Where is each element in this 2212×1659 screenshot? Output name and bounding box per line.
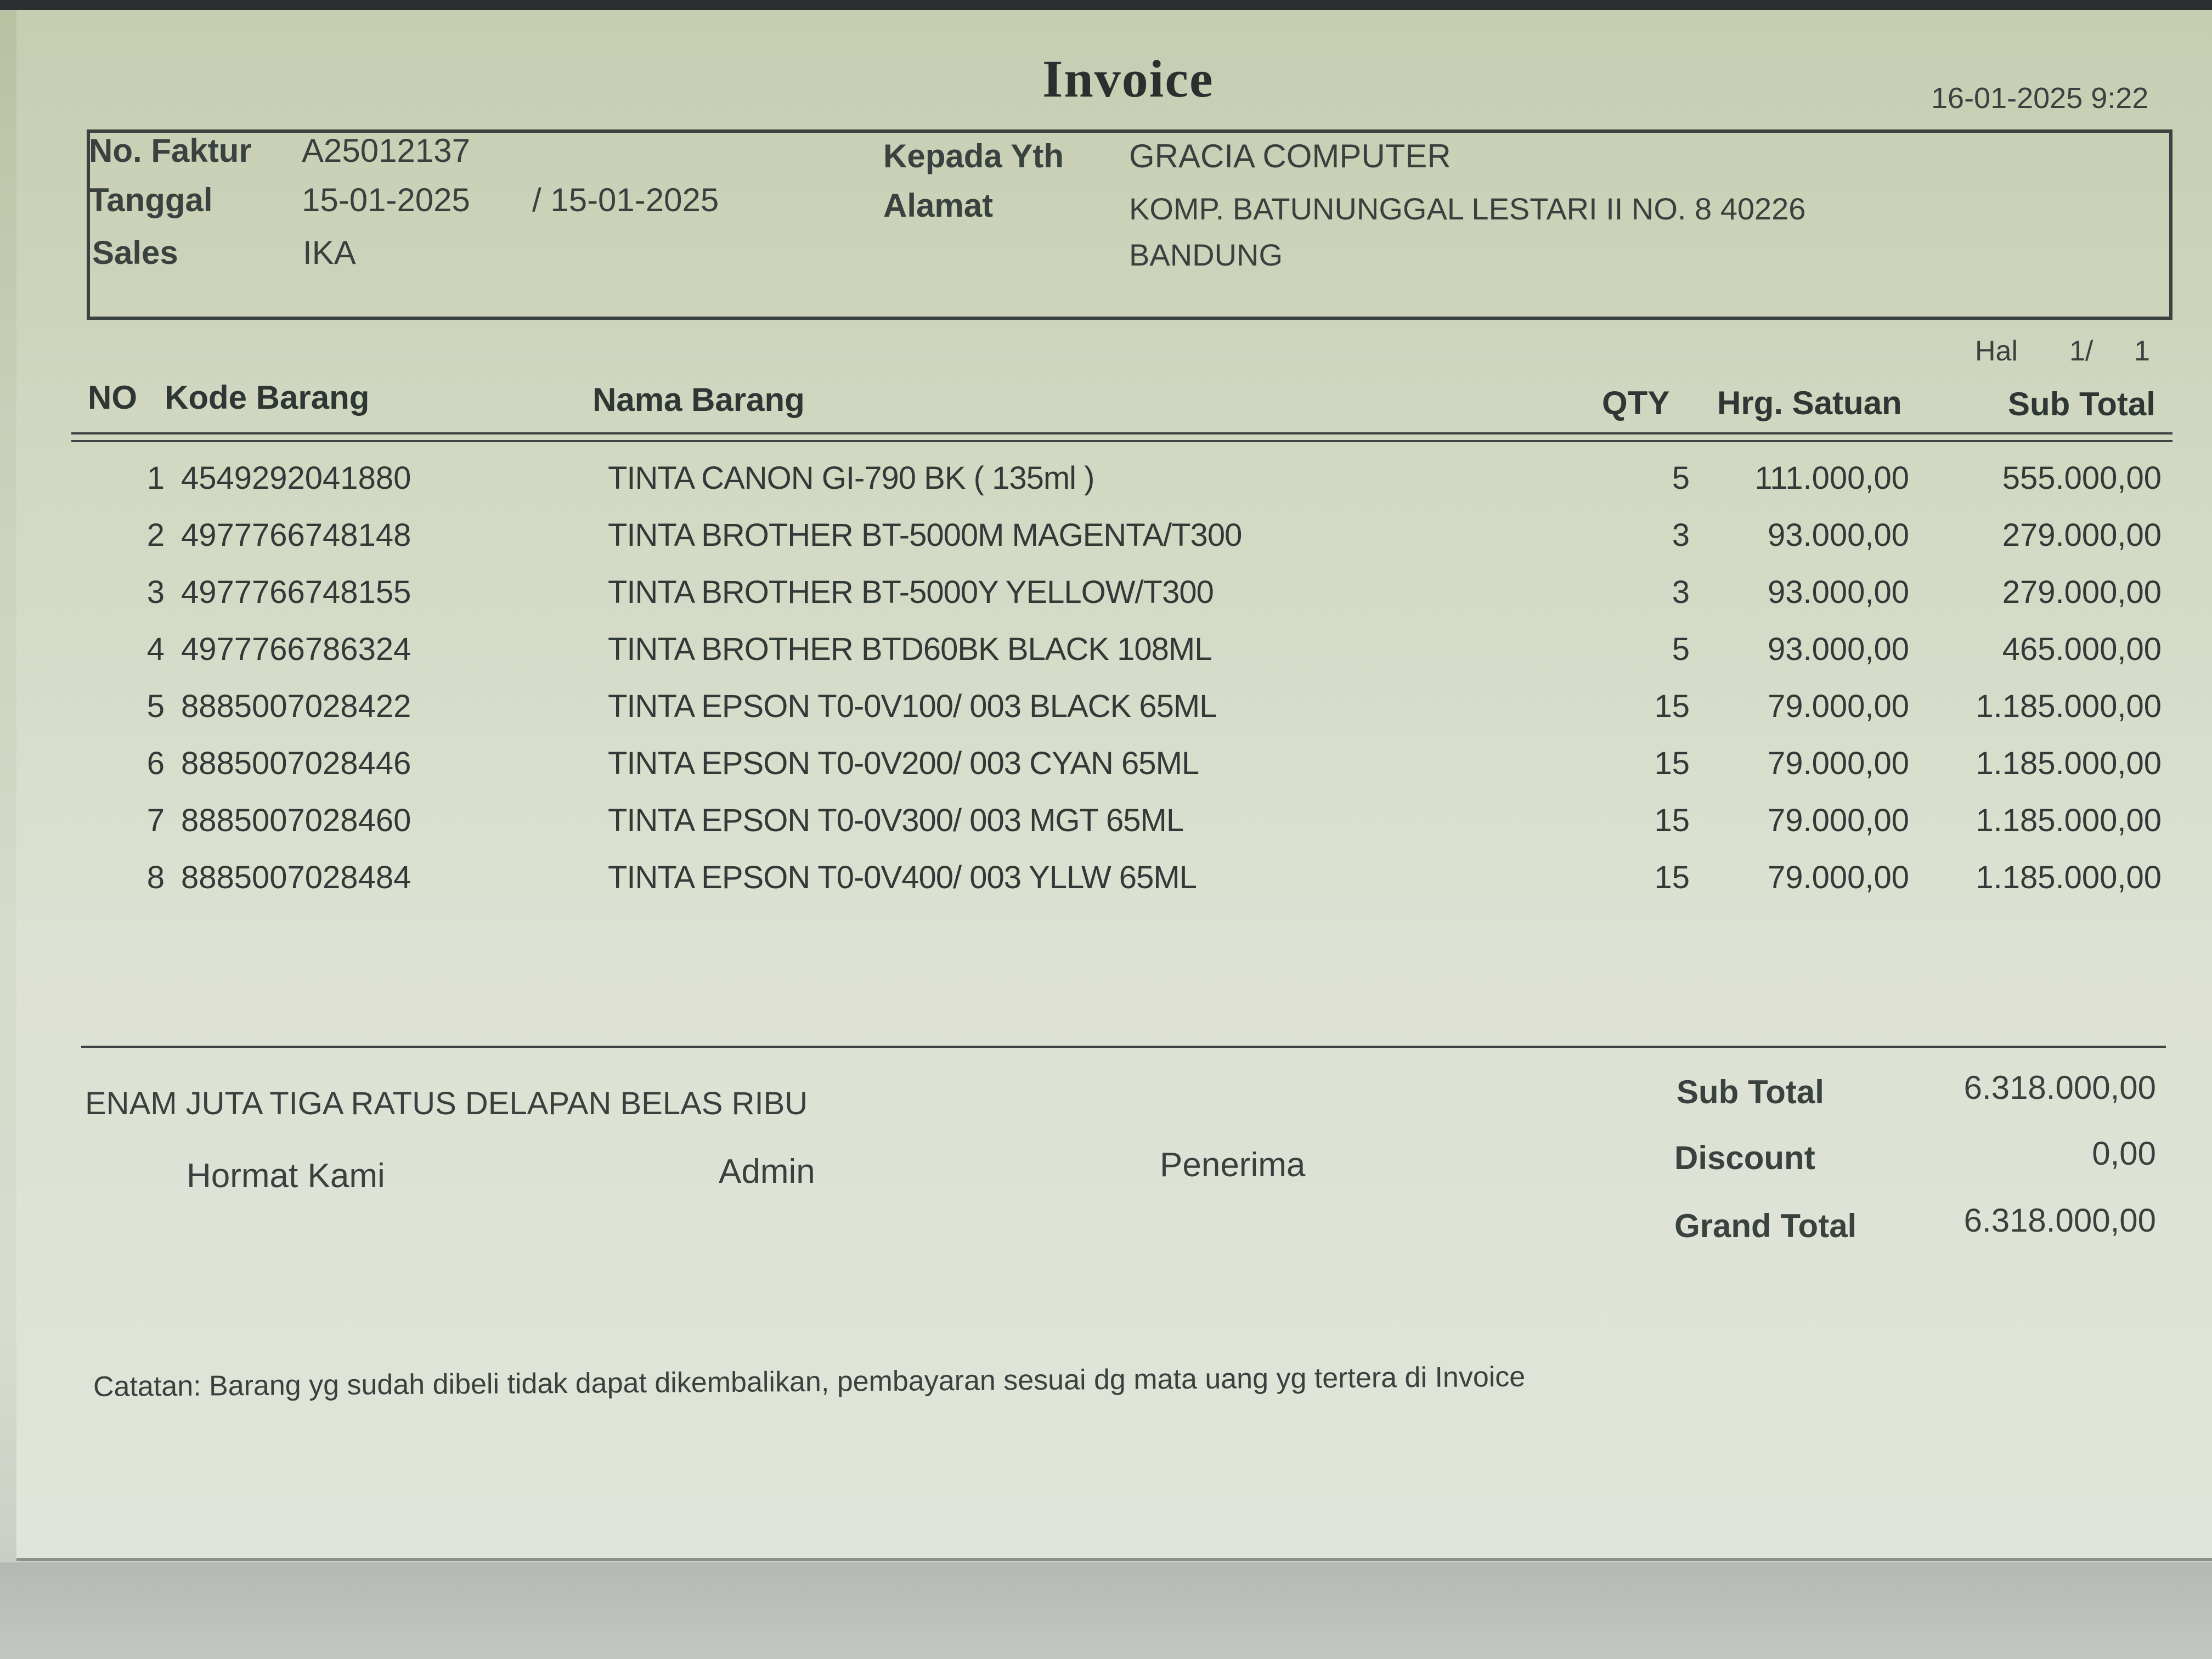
cell-nama: TINTA EPSON T0-0V300/ 003 MGT 65ML bbox=[608, 803, 1184, 838]
kepada-label: Kepada Yth bbox=[883, 138, 1064, 174]
cell-nama: TINTA BROTHER BT-5000Y YELLOW/T300 bbox=[608, 574, 1214, 610]
cell-qty: 5 bbox=[1672, 631, 1690, 667]
page-total: 1 bbox=[2134, 335, 2150, 367]
cell-no: 7 bbox=[146, 803, 165, 838]
catatan-note: Catatan: Barang yg sudah dibeli tidak dapat dikembalikan, pembayaran sesuai dg mata uang yg tertera di Invoice bbox=[93, 1361, 1526, 1403]
tanggal-from: 15-01-2025 bbox=[302, 182, 470, 218]
cell-harga: 79.000,00 bbox=[1767, 746, 1909, 781]
bottom-bar bbox=[0, 1562, 2212, 1659]
cell-harga: 93.000,00 bbox=[1767, 631, 1909, 667]
header-rule-bottom bbox=[71, 440, 2172, 442]
cell-qty: 3 bbox=[1672, 517, 1690, 553]
alamat-line1: KOMP. BATUNUNGGAL LESTARI II NO. 8 40226 bbox=[1129, 191, 1806, 226]
cell-nama: TINTA EPSON T0-0V100/ 003 BLACK 65ML bbox=[608, 689, 1217, 724]
cell-no: 4 bbox=[146, 631, 165, 667]
footer-rule bbox=[81, 1046, 2166, 1048]
no-faktur-label: No. Faktur bbox=[89, 132, 252, 169]
cell-harga: 93.000,00 bbox=[1767, 574, 1909, 610]
cell-nama: TINTA CANON GI-790 BK ( 135ml ) bbox=[608, 460, 1094, 496]
alamat-label: Alamat bbox=[883, 187, 994, 224]
cell-qty: 15 bbox=[1654, 746, 1690, 781]
cell-nama: TINTA BROTHER BT-5000M MAGENTA/T300 bbox=[608, 517, 1242, 553]
col-nama: Nama Barang bbox=[592, 381, 805, 418]
amount-in-words: ENAM JUTA TIGA RATUS DELAPAN BELAS RIBU bbox=[85, 1086, 808, 1121]
cell-subtotal: 1.185.000,00 bbox=[1976, 860, 2162, 895]
cell-kode: 8885007028446 bbox=[181, 746, 411, 781]
col-kode: Kode Barang bbox=[165, 379, 370, 416]
penerima-label: Penerima bbox=[1160, 1146, 1306, 1184]
cell-no: 3 bbox=[146, 574, 165, 610]
tanggal-to: / 15-01-2025 bbox=[532, 182, 719, 218]
no-faktur-value: A25012137 bbox=[302, 132, 470, 169]
cell-subtotal: 279.000,00 bbox=[2002, 517, 2162, 553]
cell-kode: 8885007028460 bbox=[181, 803, 411, 838]
col-no: NO bbox=[88, 379, 137, 416]
cell-harga: 111.000,00 bbox=[1754, 460, 1909, 496]
screen bbox=[0, 10, 2212, 1659]
cell-nama: TINTA BROTHER BTD60BK BLACK 108ML bbox=[608, 631, 1212, 667]
cell-kode: 8885007028484 bbox=[181, 860, 411, 895]
col-harga: Hrg. Satuan bbox=[1717, 385, 1902, 421]
cell-qty: 15 bbox=[1654, 860, 1690, 895]
grand-total-value: 6.318.000,00 bbox=[1963, 1202, 2156, 1239]
hormat-kami-label: Hormat Kami bbox=[187, 1157, 385, 1195]
cell-subtotal: 465.000,00 bbox=[2002, 631, 2162, 667]
grand-total-label: Grand Total bbox=[1674, 1207, 1857, 1244]
invoice-document bbox=[16, 10, 2212, 1561]
cell-kode: 4549292041880 bbox=[181, 460, 411, 496]
cell-harga: 79.000,00 bbox=[1767, 860, 1909, 895]
page-label: Hal bbox=[1975, 335, 2018, 367]
discount-label: Discount bbox=[1674, 1139, 1815, 1176]
cell-qty: 5 bbox=[1672, 460, 1690, 496]
cell-subtotal: 279.000,00 bbox=[2002, 574, 2162, 610]
invoice-title: Invoice bbox=[1042, 49, 1214, 108]
col-subtotal: Sub Total bbox=[2008, 386, 2155, 422]
sales-label: Sales bbox=[92, 234, 178, 271]
cell-qty: 15 bbox=[1654, 689, 1690, 724]
tanggal-label: Tanggal bbox=[89, 182, 213, 218]
sub-total-value: 6.318.000,00 bbox=[1963, 1069, 2156, 1106]
cell-harga: 93.000,00 bbox=[1767, 517, 1909, 553]
discount-value: 0,00 bbox=[2092, 1135, 2156, 1172]
cell-kode: 4977766748155 bbox=[181, 574, 411, 610]
cell-qty: 15 bbox=[1654, 803, 1690, 838]
cell-qty: 3 bbox=[1672, 574, 1690, 610]
cell-kode: 8885007028422 bbox=[181, 689, 411, 724]
cell-harga: 79.000,00 bbox=[1767, 689, 1909, 724]
cell-subtotal: 1.185.000,00 bbox=[1976, 689, 2162, 724]
col-qty: QTY bbox=[1602, 385, 1670, 421]
cell-no: 2 bbox=[146, 517, 165, 553]
printed-timestamp: 16-01-2025 9:22 bbox=[1931, 82, 2149, 115]
header-rule-top bbox=[71, 432, 2172, 435]
cell-kode: 4977766786324 bbox=[181, 631, 411, 667]
cell-no: 5 bbox=[146, 689, 165, 724]
sub-total-label: Sub Total bbox=[1677, 1074, 1824, 1110]
kepada-value: GRACIA COMPUTER bbox=[1129, 138, 1451, 174]
cell-no: 1 bbox=[146, 460, 165, 496]
cell-kode: 4977766748148 bbox=[181, 517, 411, 553]
cell-subtotal: 555.000,00 bbox=[2002, 460, 2162, 496]
admin-label: Admin bbox=[719, 1153, 815, 1190]
cell-nama: TINTA EPSON T0-0V200/ 003 CYAN 65ML bbox=[608, 746, 1199, 781]
sales-value: IKA bbox=[303, 234, 356, 271]
cell-no: 8 bbox=[146, 860, 165, 895]
page-current: 1/ bbox=[2069, 335, 2094, 367]
cell-subtotal: 1.185.000,00 bbox=[1976, 803, 2162, 838]
alamat-line2: BANDUNG bbox=[1129, 238, 1283, 272]
cell-nama: TINTA EPSON T0-0V400/ 003 YLLW 65ML bbox=[608, 860, 1197, 895]
cell-subtotal: 1.185.000,00 bbox=[1976, 746, 2162, 781]
cell-no: 6 bbox=[146, 746, 165, 781]
cell-harga: 79.000,00 bbox=[1767, 803, 1909, 838]
